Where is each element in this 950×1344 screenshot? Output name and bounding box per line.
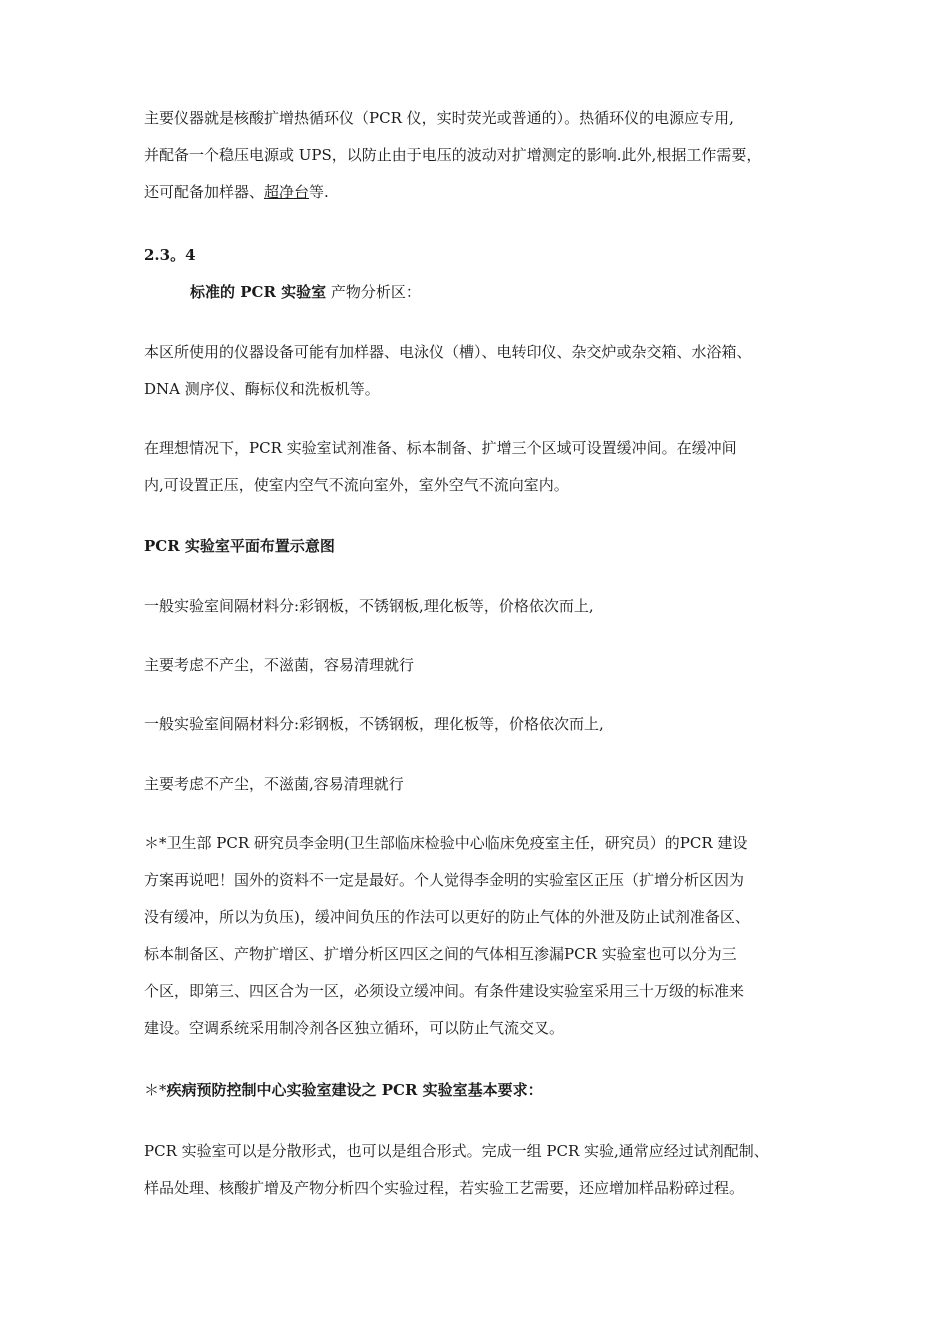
text-segment: 等. bbox=[309, 183, 329, 201]
text-line: ＊*卫生部 PCR 研究员李金明(卫生部临床检验中心临床免疫室主任，研究员）的PCR 建设 bbox=[144, 834, 748, 852]
text-line: 建设。空调系统采用制冷剂各区独立循环，可以防止气流交叉。 bbox=[144, 1019, 565, 1037]
consideration-note: 主要考虑不产尘，不滋菌，容易清理就行 bbox=[144, 656, 415, 674]
consideration-note: 主要考虑不产尘，不滋菌,容易清理就行 bbox=[144, 775, 404, 793]
material-note: 一般实验室间隔材料分:彩钢板，不锈钢板,理化板等，价格依次而上, bbox=[144, 597, 594, 615]
text-line: 在理想情况下，PCR 实验室试剂准备、标本制备、扩增三个区域可设置缓冲间。在缓冲间 bbox=[144, 439, 737, 457]
pcr-requirements-paragraph bbox=[144, 1133, 812, 1207]
pcr-construction-paragraph bbox=[144, 825, 812, 1047]
text-line: 本区所使用的仪器设备可能有加样器、电泳仪（槽）、电转印仪、杂交炉或杂交箱、水浴箱、 bbox=[144, 343, 752, 361]
text-line: DNA 测序仪、酶标仪和洗板机等。 bbox=[144, 380, 380, 398]
section-title-bold: 标准的 PCR 实验室 bbox=[190, 283, 327, 301]
text-line bbox=[144, 174, 812, 211]
cdc-heading-star: ＊* bbox=[144, 1081, 167, 1099]
text-line: 个区，即第三、四区合为一区，必须设立缓冲间。有条件建设实验室采用三十万级的标准来 bbox=[144, 982, 745, 1000]
equipment-paragraph bbox=[144, 334, 812, 408]
cdc-heading bbox=[144, 1072, 812, 1109]
text-segment: 还可配备加样器、 bbox=[144, 183, 265, 201]
clean-bench-link[interactable]: 超净台 bbox=[264, 183, 310, 201]
cdc-heading-text: 疾病预防控制中心实验室建设之 PCR 实验室基本要求： bbox=[166, 1081, 543, 1099]
text-line: PCR 实验室可以是分散形式，也可以是组合形式。完成一组 PCR 实验,通常应经过试剂配制、 bbox=[144, 1142, 769, 1160]
buffer-room-paragraph bbox=[144, 430, 812, 504]
section-title bbox=[190, 274, 858, 311]
layout-heading: PCR 实验室平面布置示意图 bbox=[144, 537, 335, 555]
material-note: 一般实验室间隔材料分:彩钢板，不锈钢板，理化板等，价格依次而上, bbox=[144, 715, 604, 733]
section-title-rest: 产物分析区： bbox=[326, 283, 421, 301]
section-number: 2.3。4 bbox=[144, 246, 196, 264]
instrument-paragraph bbox=[144, 100, 812, 211]
text-line: 并配备一个稳压电源或 UPS，以防止由于电压的波动对扩增测定的影响.此外,根据工作需要， bbox=[144, 146, 762, 164]
text-line: 方案再说吧！国外的资料不一定是最好。个人觉得李金明的实验室区正压（扩增分析区因为 bbox=[144, 871, 745, 889]
text-line: 标本制备区、产物扩增区、扩增分析区四区之间的气体相互渗漏PCR 实验室也可以分为三 bbox=[144, 945, 737, 963]
text-line: 样品处理、核酸扩增及产物分析四个实验过程，若实验工艺需要，还应增加样品粉碎过程。 bbox=[144, 1179, 745, 1197]
text-line: 内,可设置正压，使室内空气不流向室外，室外空气不流向室内。 bbox=[144, 476, 569, 494]
text-line: 主要仪器就是核酸扩增热循环仪（PCR 仪，实时荧光或普通的）。热循环仪的电源应专用, bbox=[144, 109, 734, 127]
text-line: 没有缓冲，所以为负压)，缓冲间负压的作法可以更好的防止气体的外泄及防止试剂准备区、 bbox=[144, 908, 750, 926]
